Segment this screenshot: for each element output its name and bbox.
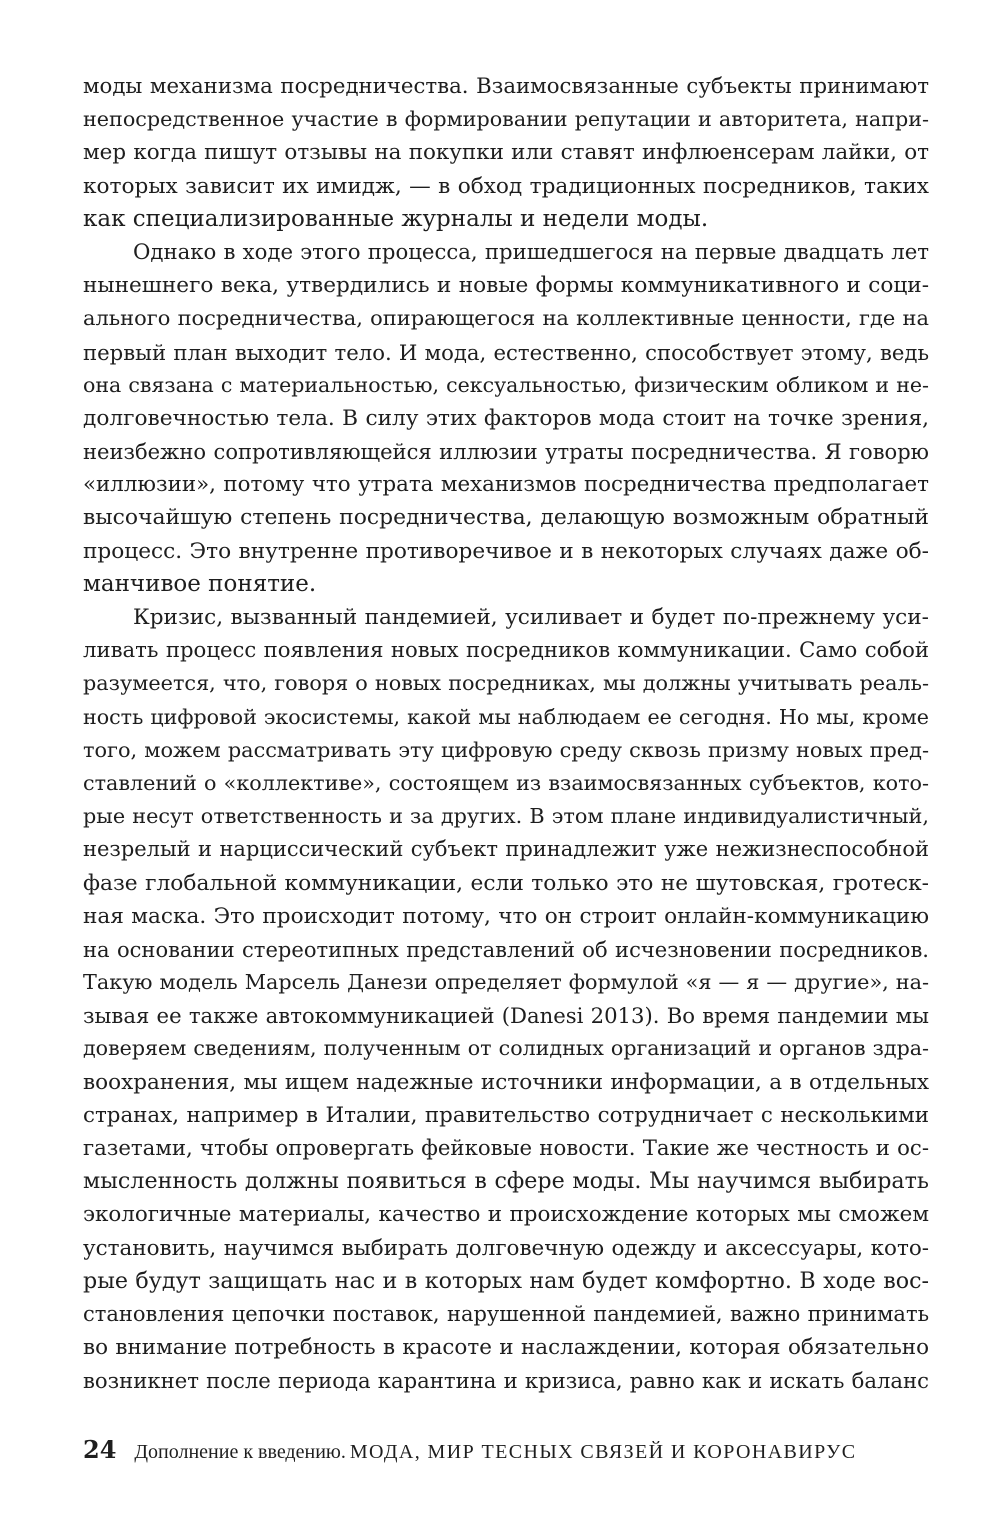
running-head-section: Дополнение к введению. [134, 1441, 346, 1463]
text-line: «иллюзии», потому что утрата механизмов посредничества предполагает [83, 472, 929, 498]
text-line: ставлений о «коллективе», состоящем из взаимосвязанных субъектов, кото- [83, 770, 929, 795]
text-line: мер когда пишут отзывы на покупки или ставят инфлюенсерам лайки, от [83, 140, 929, 166]
text-line: долговечностью тела. В силу этих факторов мода стоит на точке зрения, [83, 405, 929, 431]
text-line: экологичные материалы, качество и происхождение которых мы сможем [83, 1202, 929, 1228]
text-line: рые несут ответственность и за других. В этом плане индивидуалистичный, [83, 804, 929, 829]
text-line: манчивое понятие. [83, 570, 317, 597]
text-line: Такую модель Марсель Данези определяет формулой «я — я — другие», на- [83, 970, 929, 995]
page-footer [83, 1432, 929, 1468]
text-line: первый план выходит тело. И мода, естественно, способствует этому, ведь [83, 339, 929, 365]
text-line: возникнет после периода карантина и кризиса, равно как и искать баланс [83, 1368, 929, 1394]
text-line: ального посредничества, опирающегося на коллективные ценности, где на [83, 306, 929, 331]
text-line: фазе глобальной коммуникации, если только это не шутовская, гротеск- [83, 870, 929, 896]
text-line: зывая ее также автокоммуникацией (Danesi 2013). Во время пандемии мы [83, 1003, 929, 1029]
text-line: неизбежно сопротивляющейся иллюзии утраты посредничества. Я говорю [83, 439, 929, 465]
text-line: мысленность должны появиться в сфере моды. Мы научимся выбирать [83, 1168, 929, 1195]
text-line: непосредственное участие в формировании репутации и авторитета, напри- [83, 107, 929, 132]
text-line: во внимание потребность в красоте и наслаждении, которая обязательно [83, 1335, 929, 1361]
text-line: моды механизма посредничества. Взаимосвязанные субъекты принимают [83, 74, 929, 99]
text-line: разумеется, что, говоря о новых посредниках, мы должны учитывать реаль- [83, 671, 929, 696]
text-line: ность цифровой экосистемы, какой мы наблюдаем ее сегодня. Но мы, кроме [83, 704, 929, 729]
text-line: рые будут защищать нас и в которых нам будет комфортно. В ходе вос- [83, 1267, 929, 1294]
text-line: незрелый и нарциссический субъект принадлежит уже нежизнеспособной [83, 837, 929, 862]
text-line: процесс. Это внутренне противоречивое и в некоторых случаях даже об- [83, 538, 929, 564]
text-line: доверяем сведениям, полученным от солидных организаций и органов здра- [83, 1036, 929, 1061]
text-line: нынешнего века, утвердились и новые формы коммуникативного и соци- [83, 273, 929, 299]
text-line: странах, например в Италии, правительство сотрудничает с несколькими [83, 1102, 929, 1128]
body-text [83, 70, 929, 1398]
running-head-title: МОДА, МИР ТЕСНЫХ СВЯЗЕЙ И КОРОНАВИРУС [349, 1441, 857, 1463]
text-line: высочайшую степень посредничества, делающую возможным обратный [83, 505, 929, 531]
text-line: газетами, чтобы опровергать фейковые новости. Такие же честность и ос- [83, 1136, 929, 1161]
text-line: ливать процесс появления новых посредников коммуникации. Само собой [83, 638, 929, 664]
text-line: она связана с материальностью, сексуальностью, физическим обликом и не- [83, 372, 929, 397]
text-line: воохранения, мы ищем надежные источники информации, а в отдельных [83, 1069, 929, 1095]
text-line: Однако в ходе этого процесса, пришедшегося на первые двадцать лет [133, 239, 929, 265]
text-line: ная маска. Это происходит потому, что он строит онлайн-коммуникацию [83, 903, 929, 929]
text-line: как специализированные журналы и недели моды. [83, 205, 709, 232]
text-line: становления цепочки поставок, нарушенной пандемией, важно принимать [83, 1301, 929, 1326]
text-line: Кризис, вызванный пандемией, усиливает и будет по-прежнему уси- [133, 605, 929, 630]
page-number: 24 [83, 1435, 117, 1464]
text-line: того, можем рассматривать эту цифровую среду сквозь призму новых пред- [83, 737, 929, 762]
text-line: которых зависит их имидж, — в обход традиционных посредников, таких [83, 173, 929, 199]
text-line: на основании стереотипных представлений об исчезновении посредников. [83, 936, 929, 962]
text-line: установить, научимся выбирать долговечную одежду и аксессуары, кото- [83, 1235, 929, 1261]
